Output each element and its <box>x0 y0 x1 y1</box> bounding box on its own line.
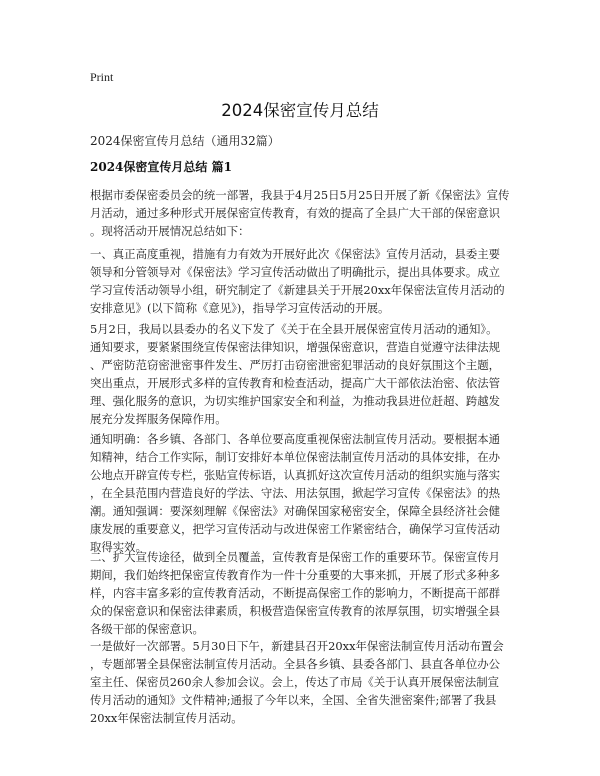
paragraph-line: 月活动，通过多种形式开展保密宣传教育，有效的提高了全县广大干部的保密意识 <box>90 206 501 220</box>
paragraph-line: 众的保密意识和保密法律素质，积极营造保密宣传教育的浓厚氛围，切实增强全县 <box>90 604 501 618</box>
section-heading: 2024保密宣传月总结 篇1 <box>90 160 232 174</box>
paragraph-line: 、严密防范窃密泄密事件发生、严厉打击窃密泄密犯罪活动的良好氛围这个主题， <box>90 358 501 372</box>
paragraph-line: 康发展的重要意义，把学习宣传活动与改进保密工作紧密结合，确保学习宣传活动 <box>90 522 501 536</box>
paragraph-line: 学习宣传活动领导小组，研究制定了《新建县关于开展20xx年保密法宣传月活动的 <box>90 283 505 297</box>
paragraph-section-one <box>90 245 513 317</box>
paragraph-notice-details <box>90 430 513 556</box>
paragraph-line: 展充分发挥服务保障作用。 <box>90 412 227 426</box>
paragraph-deployment <box>90 637 513 727</box>
paragraph-line: 期间，我们始终把保密宣传教育作为一件十分重要的大事来抓，开展了形式多种多 <box>90 568 501 582</box>
paragraph-line: ，在全县范围内营造良好的学法、守法、用法氛围，掀起学习宣传《保密法》的热 <box>90 486 501 500</box>
paragraph-line: 根据市委保密委员会的统一部署，我县于4月25日5月25日开展了新《保密法》宣传 <box>90 188 510 202</box>
paragraph-line: 样，内容丰富多彩的宣传教育活动，不断提高保密工作的影响力，不断提高干部群 <box>90 586 501 600</box>
paragraph-line: 突出重点，开展形式多样的宣传教育和检查活动，提高广大干部依法治密、依法管 <box>90 376 501 390</box>
paragraph-line: 传月活动的通知》文件精神;通报了今年以来，全国、全省失泄密案件;部署了我县 <box>90 693 497 707</box>
document-subtitle: 2024保密宣传月总结（通用32篇） <box>90 134 280 148</box>
paragraph-line: 公地点开辟宣传专栏，张贴宣传标语，认真抓好这次宣传月活动的组织实施与落实 <box>90 468 501 482</box>
paragraph-line: 。现将活动开展情况总结如下： <box>90 224 250 238</box>
paragraph-line: 知精神，结合工作实际，制订安排好本单位保密法制宣传月活动的具体安排，在办 <box>90 450 501 464</box>
paragraph-line: 通知明确：各乡镇、各部门、各单位要高度重视保密法制宣传月活动。要根据本通 <box>90 432 501 446</box>
paragraph-line: 潮。通知强调：要深刻理解《保密法》对确保国家秘密安全，保障全县经济社会健 <box>90 504 501 518</box>
paragraph-line: 室主任、保密员260余人参加会议。会上，传达了市局《关于认真开展保密法制宣 <box>90 675 500 689</box>
print-label: Print <box>90 70 114 84</box>
paragraph-line: 各级干部的保密意识。 <box>90 622 204 636</box>
paragraph-line: 5月2日，我局以县委办的名义下发了《关于在全县开展保密宣传月活动的通知》。 <box>90 322 498 336</box>
page-title: 2024保密宣传月总结 <box>221 101 379 120</box>
paragraph-line: 20xx年保密法制宣传月活动。 <box>90 711 243 725</box>
paragraph-intro <box>90 186 513 240</box>
paragraph-line: 一、真正高度重视，措施有力有效为开展好此次《保密法》宣传月活动，县委主要 <box>90 247 501 261</box>
paragraph-section-two <box>90 548 513 638</box>
paragraph-line: 安排意见》(以下简称《意见》)，指导学习宣传活动的开展。 <box>90 301 390 315</box>
paragraph-notice <box>90 320 513 428</box>
paragraph-line: 通知要求，要紧紧围绕宣传保密法律知识，增强保密意识，营造自觉遵守法律法规 <box>90 340 501 354</box>
paragraph-line: 二、扩大宣传途径，做到全员覆盖，宣传教育是保密工作的重要环节。保密宣传月 <box>90 550 501 564</box>
paragraph-line: 理、强化服务的意识，为切实维护国家安全和利益，为推动我县进位赶超、跨越发 <box>90 394 501 408</box>
paragraph-line: 取得实效。 <box>90 540 147 554</box>
paragraph-line: 领导和分管领导对《保密法》学习宣传活动做出了明确批示，提出具体要求。成立 <box>90 265 501 279</box>
paragraph-line: 一是做好一次部署。5月30日下午，新建县召开20xx年保密法制宣传月活动布置会 <box>90 639 504 653</box>
paragraph-line: ，专题部署全县保密法制宣传月活动。全县各乡镇、县委各部门、县直各单位办公 <box>90 657 501 671</box>
